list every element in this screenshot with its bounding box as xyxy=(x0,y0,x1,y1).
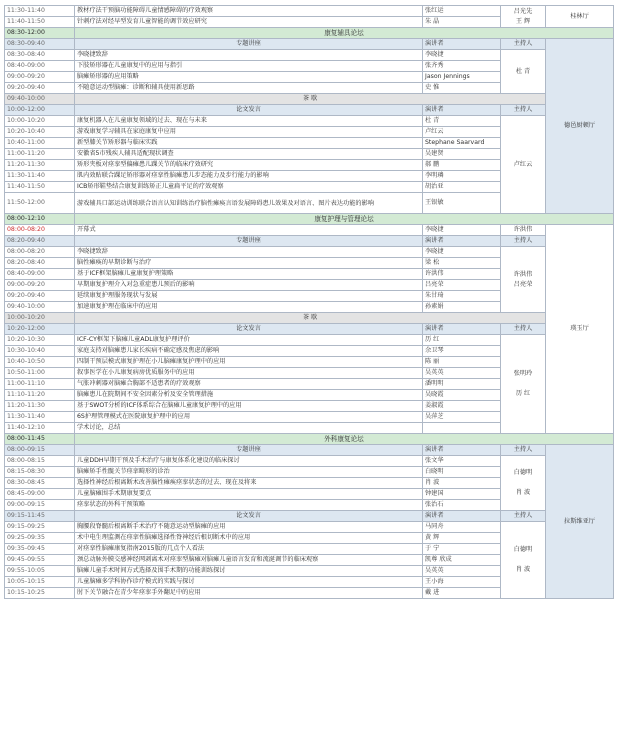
talk-speaker: 王银敏 xyxy=(423,193,501,214)
talk-speaker: 余卫琴 xyxy=(423,346,501,357)
talk-speaker: 张齐秀 xyxy=(423,61,501,72)
chair-header: 主持人 xyxy=(501,105,546,116)
talk-topic: 基于SWOT分析的ICF体系综合在脑瘫儿童康复护理中的应用 xyxy=(75,401,423,412)
subsection-title: 论文发言 xyxy=(75,105,423,116)
talk-speaker xyxy=(423,423,501,434)
talk-speaker: 姜淑霞 xyxy=(423,401,501,412)
subsection-header-row xyxy=(5,511,614,522)
talk-speaker: 杜 青 xyxy=(423,116,501,127)
talk-topic: 脑瘫儿童手术时间方式选择及围手术期的功能训练探讨 xyxy=(75,566,423,577)
talk-speaker: 王小海 xyxy=(423,577,501,588)
talk-speaker: 陈 丽 xyxy=(423,357,501,368)
talk-topic: 叙事医学在小儿康复病房优质服务中的应用 xyxy=(75,368,423,379)
session-time: 10:50-11:00 xyxy=(5,368,75,379)
session-time: 09:25-09:35 xyxy=(5,533,75,544)
talk-speaker: 凯尊 欣成 xyxy=(423,555,501,566)
talk-speaker: 吴晓霞 xyxy=(423,390,501,401)
talk-row xyxy=(5,247,614,258)
talk-speaker: 肖 波 xyxy=(423,478,501,489)
subsection-header-row xyxy=(5,445,614,456)
section-title: 康复护理与管理论坛 xyxy=(75,214,614,225)
session-time: 08:30-12:00 xyxy=(5,28,75,39)
talk-speaker: 李晓捷 xyxy=(423,225,501,236)
talk-topic: 开幕式 xyxy=(75,225,423,236)
session-time: 11:00-11:10 xyxy=(5,379,75,390)
talk-topic: 矫形夹板对痉挛型偏瘫患儿踝关节的临床疗效研究 xyxy=(75,160,423,171)
session-time: 09:15-09:25 xyxy=(5,522,75,533)
session-time: 08:40-09:00 xyxy=(5,61,75,72)
talk-speaker: 张文华 xyxy=(423,456,501,467)
talk-speaker: 史 惟 xyxy=(423,83,501,94)
talk-speaker: 于 宁 xyxy=(423,544,501,555)
talk-speaker: 朱甘琦 xyxy=(423,291,501,302)
session-time: 11:10-11:20 xyxy=(5,390,75,401)
talk-topic: 痉挛状态的外科干预策略 xyxy=(75,500,423,511)
talk-topic: 肌内效贴联合踝足矫形器对痉挛性脑瘫患儿步态能力及步行能力的影响 xyxy=(75,171,423,182)
talk-topic: 康复机器人在儿童康复领域的过去、现在与未来 xyxy=(75,116,423,127)
speaker-header: 演讲者 xyxy=(423,105,501,116)
talk-topic: 术中电生理监测在痉挛性脑瘫选择性脊神经后根切断术中的应用 xyxy=(75,533,423,544)
talk-speaker: 郝 鹏 xyxy=(423,160,501,171)
session-time: 10:15-10:25 xyxy=(5,588,75,599)
talk-topic: 不随意运动型脑瘫：诊断和辅具使用新思路 xyxy=(75,83,423,94)
speaker-header: 演讲者 xyxy=(423,324,501,335)
talk-speaker: 黄 辉 xyxy=(423,533,501,544)
section-title: 康复辅具论坛 xyxy=(75,28,614,39)
session-time: 08:40-09:00 xyxy=(5,269,75,280)
talk-speaker: 胡治亚 xyxy=(423,182,501,193)
session-time: 10:00-10:20 xyxy=(5,313,75,324)
talk-speaker: 李明璘 xyxy=(423,171,501,182)
talk-topic: 肘下关节融合在青少年痉挛手外翻足中的应用 xyxy=(75,588,423,599)
talk-row xyxy=(5,116,614,127)
chair-names: 张明玲 历 红 xyxy=(501,335,546,434)
talk-topic: 儿童DDH早期干预及手术治疗与康复体系化建设的临床探讨 xyxy=(75,456,423,467)
session-time: 10:20-12:00 xyxy=(5,324,75,335)
session-time: 09:55-10:05 xyxy=(5,566,75,577)
talk-topic: 学术讨论，总结 xyxy=(75,423,423,434)
section-title: 外科康复论坛 xyxy=(75,434,614,445)
session-time: 09:20-09:40 xyxy=(5,291,75,302)
session-time: 09:40-10:00 xyxy=(5,94,75,105)
talk-speaker: 吴萍芝 xyxy=(423,412,501,423)
venue-name: 拉斯维亚厅 xyxy=(546,445,614,599)
talk-speaker: 李晓捷 xyxy=(423,247,501,258)
session-time: 09:45-09:55 xyxy=(5,555,75,566)
speaker-header: 演讲者 xyxy=(423,236,501,247)
session-time: 11:20-11:30 xyxy=(5,401,75,412)
session-time: 11:00-11:20 xyxy=(5,149,75,160)
talk-speaker: 朱 晶 xyxy=(423,17,501,28)
chair-names: 卢红云 xyxy=(501,116,546,214)
talk-topic: 脑瘫患儿在院期间不安全因素分析及安全管理措施 xyxy=(75,390,423,401)
talk-topic: 基于ICF框架脑瘫儿童康复护理策略 xyxy=(75,269,423,280)
session-time: 10:00-10:20 xyxy=(5,116,75,127)
session-time: 11:20-11:30 xyxy=(5,160,75,171)
talk-speaker: Jason Jennings xyxy=(423,72,501,83)
talk-row xyxy=(5,50,614,61)
talk-speaker: 戴 进 xyxy=(423,588,501,599)
talk-speaker: 李晓捷 xyxy=(423,50,501,61)
talk-topic: 针刺疗法对经早型发育儿童智能的调节效应研究 xyxy=(75,17,423,28)
talk-topic: 胸腰段脊髓后根离断手术治疗不随意运动型脑瘫的应用 xyxy=(75,522,423,533)
talk-row xyxy=(5,522,614,533)
section-header-row xyxy=(5,214,614,225)
talk-topic: ICF-CY框架下脑瘫儿童ADL康复护理评价 xyxy=(75,335,423,346)
chair-cell: 许洪伟 xyxy=(501,225,546,236)
talk-speaker: 梁 松 xyxy=(423,258,501,269)
talk-speaker: 卢红云 xyxy=(423,127,501,138)
talk-topic: 游戏康复学习辅具在家庭康复中应用 xyxy=(75,127,423,138)
talk-topic: 脑瘫矫手性髋关节痉挛畸形的诊治 xyxy=(75,467,423,478)
talk-row xyxy=(5,335,614,346)
session-time: 11:40-11:50 xyxy=(5,17,75,28)
subsection-title: 论文发言 xyxy=(75,511,423,522)
section-header-row xyxy=(5,28,614,39)
session-time: 08:30-09:40 xyxy=(5,39,75,50)
session-time: 08:00-08:20 xyxy=(5,247,75,258)
talk-row xyxy=(5,456,614,467)
session-time: 10:20-10:30 xyxy=(5,335,75,346)
speaker-header: 演讲者 xyxy=(423,39,501,50)
venue-name: 桂林厅 xyxy=(546,6,614,28)
session-time: 09:15-11:45 xyxy=(5,511,75,522)
chair-names: 许洪伟 吕亮荣 xyxy=(501,247,546,313)
session-time: 09:00-09:20 xyxy=(5,280,75,291)
session-time: 10:40-11:00 xyxy=(5,138,75,149)
talk-topic: 脑性瘫痪的早期诊断与治疗 xyxy=(75,258,423,269)
talk-topic: 颈总动脉外膜交感神经网剥离术对痉挛型脑瘫对脑瘫儿童语言发育和流涎调节的临床观察 xyxy=(75,555,423,566)
talk-speaker: 张治石 xyxy=(423,500,501,511)
break-row xyxy=(5,94,614,105)
subsection-header-row xyxy=(5,105,614,116)
section-header-row xyxy=(5,434,614,445)
subsection-title: 专题讲座 xyxy=(75,236,423,247)
break-row xyxy=(5,313,614,324)
talk-topic: 选择性神经后根离断术改善脑性瘫痪痉挛状态的过去、现在及将来 xyxy=(75,478,423,489)
session-time: 09:20-09:40 xyxy=(5,83,75,94)
session-time: 11:30-11:40 xyxy=(5,171,75,182)
talk-topic: 气胀冲刺器对脑瘫合胸部不适患者的疗效观察 xyxy=(75,379,423,390)
talk-speaker: Stephane Saarvard xyxy=(423,138,501,149)
session-time: 10:20-10:40 xyxy=(5,127,75,138)
talk-topic: 儿童脑瘫多学科协作诊疗模式的实践与探讨 xyxy=(75,577,423,588)
schedule-table xyxy=(4,5,614,599)
talk-speaker: 许洪伟 xyxy=(423,269,501,280)
talk-topic: 早期康复护理介入对急重症患儿预后的影响 xyxy=(75,280,423,291)
talk-topic: 新型膝关节矫形器与临床实践 xyxy=(75,138,423,149)
chair-names: 吕光先 王 辉 xyxy=(501,6,546,28)
session-time: 10:00-12:00 xyxy=(5,105,75,116)
talk-topic: 安徽省5市残疾人辅具适配现状调查 xyxy=(75,149,423,160)
talk-topic: 对痉挛性脑瘫康复指南2015版的几点个人看法 xyxy=(75,544,423,555)
subsection-header-row xyxy=(5,324,614,335)
chair-names: 白德明 肖 波 xyxy=(501,456,546,511)
talk-speaker: 白晓明 xyxy=(423,467,501,478)
session-time: 08:00-08:15 xyxy=(5,456,75,467)
session-time: 08:20-09:40 xyxy=(5,236,75,247)
subsection-header-row xyxy=(5,236,614,247)
talk-topic: 儿童脑瘫围手术期康复要点 xyxy=(75,489,423,500)
talk-topic: ICB矫形鞋垫结合康复训练矫正儿童扁平足的疗效观察 xyxy=(75,182,423,193)
talk-topic: 脑瘫矫形器的应用策略 xyxy=(75,72,423,83)
chair-header: 主持人 xyxy=(501,324,546,335)
chair-names: 杜 青 xyxy=(501,50,546,94)
chair-header: 主持人 xyxy=(501,39,546,50)
talk-topic: 家庭支持对脑瘫患儿家长疾病不确定感及焦虑的影响 xyxy=(75,346,423,357)
subsection-title: 专题讲座 xyxy=(75,445,423,456)
talk-topic: 教材疗法干预脑功能障碍儿童情感障碍的疗效观察 xyxy=(75,6,423,17)
talk-topic: 游戏辅具口部运动训练联合语言认知训练治疗脑性瘫痪言语发展障碍患儿效果及对语言、图片表达功能的影响 xyxy=(75,193,423,214)
schedule-body xyxy=(5,6,614,599)
speaker-header: 演讲者 xyxy=(423,511,501,522)
talk-topic: 李晓捷致辞 xyxy=(75,247,423,258)
session-time: 09:00-09:20 xyxy=(5,72,75,83)
chair-header: 主持人 xyxy=(501,445,546,456)
session-time: 10:40-10:50 xyxy=(5,357,75,368)
talk-speaker: 吴英英 xyxy=(423,368,501,379)
session-time: 08:00-12:10 xyxy=(5,214,75,225)
break-label: 茶 歇 xyxy=(75,94,546,105)
session-time: 08:00-09:15 xyxy=(5,445,75,456)
talk-speaker: 张红运 xyxy=(423,6,501,17)
session-time: 08:00-11:45 xyxy=(5,434,75,445)
session-time: 08:15-08:30 xyxy=(5,467,75,478)
venue-name: 瑛玉厅 xyxy=(546,225,614,434)
talk-row xyxy=(5,225,614,236)
talk-speaker: 历 红 xyxy=(423,335,501,346)
talk-topic: 加速康复护理在临床中的应用 xyxy=(75,302,423,313)
talk-topic: 6S护理管理模式在医院康复护理中的应用 xyxy=(75,412,423,423)
talk-speaker: 马同舟 xyxy=(423,522,501,533)
session-time: 11:40-11:50 xyxy=(5,182,75,193)
talk-topic: 李晓捷致辞 xyxy=(75,50,423,61)
session-time: 11:30-11:40 xyxy=(5,6,75,17)
session-time: 10:05-10:15 xyxy=(5,577,75,588)
chair-header: 主持人 xyxy=(501,511,546,522)
talk-topic: 四制干预层模式康复护理在小儿脑瘫康复护理中的应用 xyxy=(75,357,423,368)
talk-speaker: 钟建国 xyxy=(423,489,501,500)
talk-speaker: 孙素娟 xyxy=(423,302,501,313)
speaker-header: 演讲者 xyxy=(423,445,501,456)
session-time: 11:50-12:00 xyxy=(5,193,75,214)
session-time: 08:00-08:20 xyxy=(5,225,75,236)
session-time: 09:00-09:15 xyxy=(5,500,75,511)
session-time: 09:40-10:00 xyxy=(5,302,75,313)
session-time: 08:30-08:45 xyxy=(5,478,75,489)
session-time: 08:45-09:00 xyxy=(5,489,75,500)
subsection-header-row xyxy=(5,39,614,50)
talk-topic: 延续康复护理服务现状与发展 xyxy=(75,291,423,302)
talk-speaker: 潘明明 xyxy=(423,379,501,390)
talk-row xyxy=(5,6,614,17)
session-time: 08:30-08:40 xyxy=(5,50,75,61)
subsection-title: 论文发言 xyxy=(75,324,423,335)
chair-names: 白德明 肖 波 xyxy=(501,522,546,599)
session-time: 08:20-08:40 xyxy=(5,258,75,269)
talk-topic: 下肢矫形器在儿童康复中的应用与指引 xyxy=(75,61,423,72)
session-time: 11:40-12:10 xyxy=(5,423,75,434)
talk-speaker: 吴英英 xyxy=(423,566,501,577)
session-time: 11:30-11:40 xyxy=(5,412,75,423)
subsection-title: 专题讲座 xyxy=(75,39,423,50)
talk-speaker: 吴建贤 xyxy=(423,149,501,160)
session-time: 10:30-10:40 xyxy=(5,346,75,357)
break-label: 茶 歇 xyxy=(75,313,546,324)
talk-speaker: 吕亮荣 xyxy=(423,280,501,291)
chair-header: 主持人 xyxy=(501,236,546,247)
session-time: 09:35-09:45 xyxy=(5,544,75,555)
venue-name: 德邑厨顿厅 xyxy=(546,39,614,214)
